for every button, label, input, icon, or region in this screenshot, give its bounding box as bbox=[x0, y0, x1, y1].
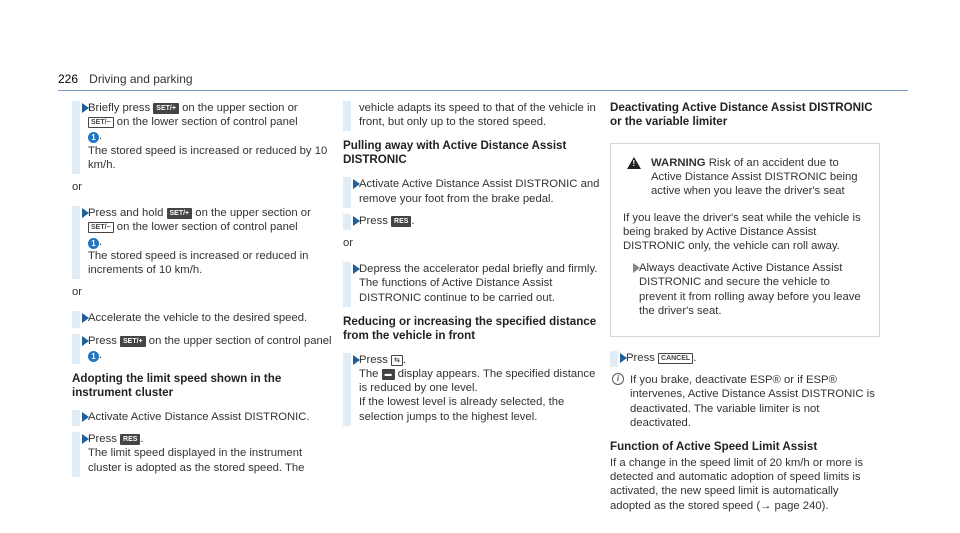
step-depress-accelerator: Depress the accelerator pedal briefly and firmly. The functions of Active Distance Assist DISTRONIC continue to be carried out. bbox=[343, 262, 605, 305]
res-key-icon: RES bbox=[120, 434, 140, 445]
distance-key-icon: ⇆ bbox=[391, 355, 403, 366]
section-title: Driving and parking bbox=[89, 72, 193, 86]
callout-1-icon: 1 bbox=[88, 132, 99, 143]
step-press-cancel: Press CANCEL . bbox=[610, 351, 880, 365]
or-separator: or bbox=[343, 237, 354, 250]
step-press-set-plus: Press SET/+ on the upper section of control panel 1 . bbox=[72, 334, 334, 362]
step-arrow-icon bbox=[82, 412, 89, 422]
header-divider bbox=[58, 90, 908, 91]
page-header bbox=[58, 72, 193, 87]
or-separator: or bbox=[72, 286, 83, 299]
step-press-res: Press RES . bbox=[343, 214, 605, 228]
column-1 bbox=[72, 101, 334, 483]
warning-step: Always deactivate Active Distance Assist DISTRONIC and secure the vehicle to prevent it from rolling away before you leave the driver's seat. bbox=[623, 261, 867, 318]
heading-function-speed-limit: Function of Active Speed Limit Assist bbox=[610, 440, 818, 454]
heading-adopting-limit-speed: Adopting the limit speed shown in the instrument cluster bbox=[72, 372, 282, 400]
warning-triangle-icon: ! bbox=[627, 157, 641, 169]
step-press-and-hold: Press and hold SET/+ on the upper section or SET/− on the lower section of control panel 1 . The stored speed is increased or reduced in increments of 10 km/h. bbox=[72, 206, 334, 277]
heading-pulling-away: Pulling away with Active Distance Assist DISTRONIC bbox=[343, 139, 567, 167]
set-plus-key-icon: SET/+ bbox=[153, 103, 179, 114]
step-briefly-press: Briefly press SET/+ on the upper section or SET/− on the lower section of control panel 1 . The stored speed is increased or reduced by 10 km/h. bbox=[72, 101, 334, 172]
step-arrow-icon bbox=[82, 103, 89, 113]
set-minus-key-icon: SET/− bbox=[88, 222, 114, 233]
step-arrow-icon bbox=[353, 216, 360, 226]
set-minus-key-icon: SET/− bbox=[88, 117, 114, 128]
info-note: i If you brake, deactivate ESP® or if ESP® intervenes, Active Distance Assist DISTRONIC is deactivated. The variable limiter is not deactivated. bbox=[610, 373, 880, 430]
warning-box: ! WARNING Risk of an accident due to Active Distance Assist DISTRONIC being active when you leave the driver's seat If you leave the driver's seat while the vehicle is being braked by Active Distance Assist DISTRONIC only, the vehicle can roll away. Always deactivate Active Distance Assist DISTRONIC and secure the vehicle to prevent it from rolling away before you leave the driver's seat. bbox=[610, 143, 880, 337]
column-2 bbox=[343, 101, 605, 432]
warning-label: WARNING bbox=[651, 157, 706, 169]
vehicle-distance-display-icon: ▬ bbox=[382, 369, 395, 380]
callout-1-icon: 1 bbox=[88, 351, 99, 362]
set-plus-key-icon: SET/+ bbox=[120, 336, 146, 347]
step-arrow-icon bbox=[620, 353, 627, 363]
step-press-res: Press RES . The limit speed displayed in the instrument cluster is adopted as the stored speed. The bbox=[72, 432, 334, 475]
step-accelerate: Accelerate the vehicle to the desired speed. bbox=[72, 311, 334, 325]
step-continuation: vehicle adapts its speed to that of the vehicle in front, but only up to the stored speed. bbox=[343, 101, 605, 129]
cancel-key-icon: CANCEL bbox=[658, 353, 693, 364]
step-arrow-icon bbox=[633, 263, 640, 273]
function-text: If a change in the speed limit of 20 km/h or more is detected and automatic adoption of speed limits is activated, the new speed limit is automatically adopted as the stored speed (→ page 240). bbox=[610, 457, 864, 512]
heading-reducing-distance: Reducing or increasing the specified distance from the vehicle in front bbox=[343, 314, 597, 342]
step-arrow-icon bbox=[353, 264, 360, 274]
res-key-icon: RES bbox=[391, 216, 411, 227]
or-separator: or bbox=[72, 181, 83, 194]
step-arrow-icon bbox=[82, 208, 89, 218]
step-arrow-icon bbox=[82, 313, 89, 323]
step-arrow-icon bbox=[82, 336, 89, 346]
callout-1-icon: 1 bbox=[88, 238, 99, 249]
step-press-distance: Press ⇆ . The ▬ display appears. The specified distance is reduced by one level. If the lowest level is already selected, the selection jumps to the highest level. bbox=[343, 353, 605, 424]
heading-deactivating: Deactivating Active Distance Assist DISTRONIC or the variable limiter bbox=[610, 101, 873, 128]
column-3 bbox=[610, 101, 880, 513]
info-icon: i bbox=[612, 373, 624, 385]
step-activate-distronic: Activate Active Distance Assist DISTRONIC. bbox=[72, 410, 334, 424]
step-arrow-icon bbox=[82, 434, 89, 444]
step-arrow-icon bbox=[353, 355, 360, 365]
page-number: 226 bbox=[58, 72, 79, 86]
set-plus-key-icon: SET/+ bbox=[167, 208, 193, 219]
step-arrow-icon bbox=[353, 179, 360, 189]
warning-body: If you leave the driver's seat while the vehicle is being braked by Active Distance Assist DISTRONIC only, the vehicle can roll away. bbox=[623, 211, 861, 253]
step-activate-remove-foot: Activate Active Distance Assist DISTRONIC and remove your foot from the brake pedal. bbox=[343, 177, 605, 205]
